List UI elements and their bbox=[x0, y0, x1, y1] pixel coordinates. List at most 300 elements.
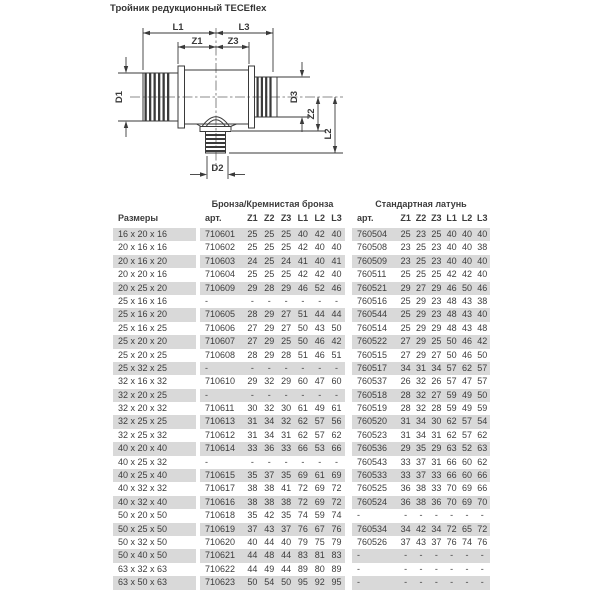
value-cell: 24 bbox=[247, 255, 258, 266]
value-cell: 27 bbox=[415, 282, 426, 293]
value-cell: 34 bbox=[415, 416, 426, 427]
brass-block bbox=[352, 241, 490, 254]
value-cell: - bbox=[250, 389, 254, 400]
value-cell: 25 bbox=[431, 269, 442, 280]
value-cell: - bbox=[318, 295, 322, 306]
value-cell: 60 bbox=[297, 376, 308, 387]
value-cell: - bbox=[434, 563, 438, 574]
brass-block bbox=[352, 456, 490, 469]
value-cell: 40 bbox=[446, 255, 457, 266]
size-cell: 40 x 32 x 32 bbox=[118, 483, 168, 494]
value-cell: 37 bbox=[415, 456, 426, 467]
value-cell: - bbox=[404, 510, 408, 521]
size-block bbox=[113, 549, 196, 562]
bronze-block bbox=[200, 322, 345, 335]
value-cell: 40 bbox=[446, 242, 457, 253]
value-cell: 31 bbox=[281, 429, 292, 440]
art-cell: 710608 bbox=[205, 349, 236, 360]
value-cell: 56 bbox=[331, 416, 342, 427]
value-cell: - bbox=[434, 550, 438, 561]
brass-block bbox=[352, 536, 490, 549]
value-cell: 42 bbox=[314, 229, 325, 239]
table-row bbox=[113, 496, 490, 509]
size-cell: 32 x 20 x 32 bbox=[118, 403, 168, 414]
value-cell: 32 bbox=[264, 403, 275, 414]
group-header-spacer bbox=[113, 197, 200, 211]
art-cell: 760533 bbox=[357, 470, 388, 481]
value-cell: 31 bbox=[431, 429, 442, 440]
brass-block bbox=[352, 349, 490, 362]
value-cell: 61 bbox=[331, 403, 342, 414]
value-cell: 25 bbox=[415, 242, 426, 253]
brass-block bbox=[352, 482, 490, 495]
value-cell: 89 bbox=[331, 563, 342, 574]
size-cell: 25 x 20 x 20 bbox=[118, 336, 168, 347]
value-cell: 48 bbox=[446, 322, 457, 333]
size-cell: 40 x 25 x 32 bbox=[118, 456, 168, 467]
value-cell: 44 bbox=[247, 563, 258, 574]
value-cell: - bbox=[450, 577, 454, 588]
value-cell: - bbox=[480, 510, 484, 521]
art-cell: 710609 bbox=[205, 282, 236, 293]
value-cell: 29 bbox=[247, 282, 258, 293]
value-cell: 59 bbox=[314, 510, 325, 521]
value-cell: 27 bbox=[281, 322, 292, 333]
table-row bbox=[113, 349, 490, 362]
art-cell: 710603 bbox=[205, 255, 236, 266]
table-row bbox=[113, 402, 490, 415]
value-cell: 29 bbox=[264, 336, 275, 347]
value-cell: Z3 bbox=[431, 213, 442, 223]
value-cell: Z1 bbox=[247, 213, 258, 223]
value-cell: 24 bbox=[281, 255, 292, 266]
value-cell: 44 bbox=[281, 550, 292, 561]
value-cell: 28 bbox=[281, 349, 292, 360]
value-cell: - bbox=[301, 295, 305, 306]
brass-block bbox=[352, 308, 490, 321]
size-block bbox=[113, 456, 196, 469]
value-cell: 79 bbox=[297, 536, 308, 547]
value-cell: 36 bbox=[400, 483, 411, 494]
value-cell: 30 bbox=[247, 403, 258, 414]
value-cell: 57 bbox=[314, 416, 325, 427]
art-cell: 760517 bbox=[357, 362, 388, 373]
value-cell: 49 bbox=[461, 389, 472, 400]
brass-block bbox=[352, 442, 490, 455]
bronze-block bbox=[200, 442, 345, 455]
value-cell: 76 bbox=[331, 523, 342, 534]
table-row bbox=[113, 255, 490, 268]
value-cell: 32 bbox=[415, 376, 426, 387]
size-cell: 32 x 25 x 25 bbox=[118, 416, 168, 427]
value-cell: 40 bbox=[331, 242, 342, 253]
bronze-block bbox=[200, 282, 345, 295]
value-cell: 69 bbox=[314, 483, 325, 494]
value-cell: 23 bbox=[415, 229, 426, 239]
value-cell: L2 bbox=[461, 213, 473, 223]
value-cell: 29 bbox=[415, 322, 426, 333]
art-cell: 760537 bbox=[357, 376, 388, 387]
value-cell: 75 bbox=[314, 536, 325, 547]
value-cell: 41 bbox=[331, 255, 342, 266]
size-block bbox=[113, 536, 196, 549]
value-cell: 48 bbox=[477, 322, 488, 333]
value-cell: 50 bbox=[297, 322, 308, 333]
value-cell: 44 bbox=[264, 536, 275, 547]
value-cell: 83 bbox=[297, 550, 308, 561]
size-block bbox=[113, 308, 196, 321]
size-cell: 20 x 16 x 16 bbox=[118, 242, 168, 253]
bronze-block bbox=[200, 228, 345, 241]
value-cell: 28 bbox=[264, 282, 275, 293]
value-cell: 38 bbox=[281, 496, 292, 507]
value-cell: 38 bbox=[247, 496, 258, 507]
value-cell: 31 bbox=[400, 416, 411, 427]
brass-block bbox=[352, 255, 490, 268]
value-cell: - bbox=[404, 577, 408, 588]
value-cell: 29 bbox=[415, 309, 426, 320]
art-cell: 760515 bbox=[357, 349, 388, 360]
bronze-block bbox=[200, 375, 345, 388]
value-cell: 42 bbox=[461, 269, 472, 280]
bronze-block bbox=[200, 308, 345, 321]
size-cell: 63 x 50 x 63 bbox=[118, 577, 168, 588]
value-cell: 70 bbox=[446, 483, 457, 494]
size-block bbox=[113, 268, 196, 281]
size-block bbox=[113, 509, 196, 522]
art-cell: 710619 bbox=[205, 523, 236, 534]
size-cell: 40 x 20 x 40 bbox=[118, 443, 168, 454]
value-cell: Z2 bbox=[415, 213, 427, 223]
size-block bbox=[113, 496, 196, 509]
art-cell: 760536 bbox=[357, 443, 388, 454]
value-cell: 50 bbox=[446, 349, 457, 360]
art-cell: - bbox=[205, 362, 208, 373]
value-cell: 35 bbox=[247, 470, 258, 481]
value-cell: - bbox=[419, 550, 423, 561]
bronze-block bbox=[200, 335, 345, 348]
brass-block bbox=[352, 295, 490, 308]
value-cell: 74 bbox=[297, 510, 308, 521]
art-cell: 710610 bbox=[205, 376, 236, 387]
value-cell: 69 bbox=[297, 470, 308, 481]
value-cell: 69 bbox=[314, 496, 325, 507]
value-cell: 49 bbox=[461, 403, 472, 414]
bronze-column-headers bbox=[200, 211, 345, 226]
value-cell: - bbox=[335, 389, 339, 400]
brass-block bbox=[352, 415, 490, 428]
value-cell: 48 bbox=[446, 309, 457, 320]
value-cell: 33 bbox=[400, 456, 411, 467]
table-row bbox=[113, 308, 490, 321]
value-cell: 26 bbox=[431, 376, 442, 387]
size-cell: 50 x 20 x 50 bbox=[118, 510, 168, 521]
art-cell: 710611 bbox=[205, 403, 235, 414]
value-cell: 32 bbox=[415, 389, 426, 400]
art-cell: 760534 bbox=[357, 523, 388, 534]
value-cell: 59 bbox=[446, 403, 457, 414]
table-row bbox=[113, 509, 490, 522]
value-cell: 62 bbox=[477, 429, 488, 440]
value-cell: 33 bbox=[400, 470, 411, 481]
value-cell: 50 bbox=[446, 336, 457, 347]
value-cell: 42 bbox=[446, 269, 457, 280]
art-cell: 760522 bbox=[357, 336, 388, 347]
size-block bbox=[113, 523, 196, 536]
value-cell: 69 bbox=[331, 470, 342, 481]
value-cell: 25 bbox=[415, 269, 426, 280]
value-cell: 62 bbox=[297, 416, 308, 427]
size-block bbox=[113, 563, 196, 576]
value-cell: 42 bbox=[477, 336, 488, 347]
value-cell: - bbox=[267, 456, 271, 467]
value-cell: 40 bbox=[477, 255, 488, 266]
value-cell: - bbox=[335, 362, 339, 373]
art-cell: - bbox=[205, 295, 208, 306]
value-cell: 40 bbox=[281, 536, 292, 547]
value-cell: 40 bbox=[331, 269, 342, 280]
value-cell: 44 bbox=[281, 563, 292, 574]
value-cell: 72 bbox=[297, 483, 308, 494]
value-cell: L2 bbox=[314, 213, 325, 223]
dim-label-D1: D1 bbox=[114, 90, 125, 104]
value-cell: 26 bbox=[400, 376, 411, 387]
value-cell: 40 bbox=[314, 242, 325, 253]
value-cell: 34 bbox=[264, 416, 275, 427]
bronze-block bbox=[200, 241, 345, 254]
value-cell: 89 bbox=[297, 563, 308, 574]
branch-outlet bbox=[197, 117, 237, 153]
dim-L1-L3 bbox=[143, 28, 273, 72]
size-block bbox=[113, 429, 196, 442]
brass-block bbox=[352, 549, 490, 562]
value-cell: 70 bbox=[446, 496, 457, 507]
dim-label-D2: D2 bbox=[211, 163, 224, 174]
size-cell: 32 x 16 x 32 bbox=[118, 376, 168, 387]
size-cell: Размеры bbox=[118, 213, 159, 223]
size-cell: 25 x 16 x 16 bbox=[118, 295, 168, 306]
value-cell: 54 bbox=[264, 577, 275, 588]
left-pipe-end bbox=[143, 66, 185, 128]
value-cell: 35 bbox=[281, 470, 292, 481]
value-cell: 30 bbox=[431, 416, 442, 427]
table-row bbox=[113, 282, 490, 295]
value-cell: 62 bbox=[331, 429, 342, 440]
art-cell: 760509 bbox=[357, 255, 388, 266]
value-cell: 50 bbox=[281, 577, 292, 588]
value-cell: - bbox=[335, 295, 339, 306]
value-cell: 72 bbox=[297, 496, 308, 507]
art-cell: 710618 bbox=[205, 510, 236, 521]
value-cell: 27 bbox=[400, 336, 411, 347]
value-cell: 43 bbox=[264, 523, 275, 534]
table-row bbox=[113, 469, 490, 482]
bronze-block bbox=[200, 469, 345, 482]
value-cell: - bbox=[450, 563, 454, 574]
art-cell: 760519 bbox=[357, 403, 388, 414]
value-cell: 25 bbox=[400, 309, 411, 320]
size-cell: 50 x 25 x 50 bbox=[118, 523, 168, 534]
value-cell: 40 bbox=[461, 255, 472, 266]
value-cell: 72 bbox=[331, 496, 342, 507]
art-cell: 760526 bbox=[357, 536, 388, 547]
value-cell: 43 bbox=[461, 322, 472, 333]
bronze-block bbox=[200, 482, 345, 495]
value-cell: 43 bbox=[314, 322, 325, 333]
value-cell: 31 bbox=[247, 416, 258, 427]
value-cell: 95 bbox=[331, 577, 342, 588]
value-cell: 38 bbox=[415, 483, 426, 494]
value-cell: 37 bbox=[415, 470, 426, 481]
brass-block bbox=[352, 429, 490, 442]
value-cell: 28 bbox=[431, 403, 442, 414]
art-cell: 710601 bbox=[205, 229, 236, 239]
art-cell: 710612 bbox=[205, 429, 236, 440]
value-cell: 35 bbox=[247, 510, 258, 521]
value-cell: 66 bbox=[446, 470, 457, 481]
bronze-block bbox=[200, 496, 345, 509]
value-cell: 51 bbox=[297, 349, 308, 360]
value-cell: - bbox=[480, 550, 484, 561]
value-cell: 37 bbox=[247, 523, 258, 534]
size-block bbox=[113, 228, 196, 241]
value-cell: 25 bbox=[281, 229, 292, 239]
value-cell: 72 bbox=[477, 523, 488, 534]
value-cell: 25 bbox=[431, 229, 442, 239]
value-cell: - bbox=[450, 510, 454, 521]
size-block bbox=[113, 241, 196, 254]
size-cell: 25 x 16 x 25 bbox=[118, 322, 168, 333]
brass-column-headers bbox=[352, 211, 490, 226]
table-row bbox=[113, 415, 490, 428]
value-cell: 29 bbox=[415, 295, 426, 306]
value-cell: 29 bbox=[264, 349, 275, 360]
size-block bbox=[113, 576, 196, 589]
value-cell: 49 bbox=[264, 563, 275, 574]
size-cell: 63 x 32 x 63 bbox=[118, 563, 168, 574]
art-cell: - bbox=[205, 456, 208, 467]
bronze-block bbox=[200, 429, 345, 442]
value-cell: 46 bbox=[477, 282, 488, 293]
value-cell: 69 bbox=[461, 496, 472, 507]
value-cell: 38 bbox=[477, 295, 488, 306]
value-cell: - bbox=[335, 456, 339, 467]
table-row bbox=[113, 429, 490, 442]
bronze-block bbox=[200, 255, 345, 268]
art-cell: 710607 bbox=[205, 336, 236, 347]
bronze-block bbox=[200, 509, 345, 522]
value-cell: 66 bbox=[297, 443, 308, 454]
table-rows bbox=[113, 228, 490, 590]
value-cell: 50 bbox=[297, 336, 308, 347]
value-cell: 76 bbox=[297, 523, 308, 534]
value-cell: 28 bbox=[400, 389, 411, 400]
art-cell: - bbox=[357, 550, 360, 561]
dim-label-Z3: Z3 bbox=[227, 36, 239, 47]
size-cell: 20 x 20 x 16 bbox=[118, 269, 168, 280]
value-cell: 42 bbox=[297, 269, 308, 280]
value-cell: 59 bbox=[477, 403, 488, 414]
value-cell: 50 bbox=[461, 282, 472, 293]
value-cell: 25 bbox=[400, 322, 411, 333]
table-row bbox=[113, 335, 490, 348]
value-cell: L3 bbox=[331, 213, 342, 223]
value-cell: 57 bbox=[314, 429, 325, 440]
brass-block bbox=[352, 322, 490, 335]
value-cell: 40 bbox=[297, 229, 308, 239]
value-cell: 57 bbox=[477, 362, 488, 373]
brass-group-header: Стандартная латунь bbox=[375, 199, 467, 209]
value-cell: 47 bbox=[461, 376, 472, 387]
value-cell: 62 bbox=[477, 456, 488, 467]
art-cell: 710617 bbox=[205, 483, 236, 494]
value-cell: 25 bbox=[281, 242, 292, 253]
value-cell: 23 bbox=[431, 255, 442, 266]
size-block bbox=[113, 482, 196, 495]
value-cell: 29 bbox=[431, 443, 442, 454]
table-group-header bbox=[113, 197, 490, 211]
table-row bbox=[113, 362, 490, 375]
value-cell: 62 bbox=[461, 362, 472, 373]
dim-arrowheads bbox=[124, 31, 337, 177]
value-cell: 66 bbox=[331, 443, 342, 454]
value-cell: 57 bbox=[446, 376, 457, 387]
value-cell: 29 bbox=[431, 282, 442, 293]
value-cell: 46 bbox=[314, 336, 325, 347]
value-cell: 53 bbox=[314, 443, 325, 454]
size-block bbox=[113, 389, 196, 402]
value-cell: 70 bbox=[477, 496, 488, 507]
value-cell: 44 bbox=[247, 550, 258, 561]
bronze-block bbox=[200, 349, 345, 362]
bronze-block bbox=[200, 576, 345, 589]
value-cell: 79 bbox=[331, 536, 342, 547]
value-cell: - bbox=[450, 550, 454, 561]
value-cell: 32 bbox=[281, 416, 292, 427]
value-cell: 23 bbox=[431, 309, 442, 320]
value-cell: Z2 bbox=[263, 213, 275, 223]
value-cell: 40 bbox=[247, 536, 258, 547]
value-cell: 25 bbox=[281, 269, 292, 280]
art-cell: 710606 bbox=[205, 322, 236, 333]
table-row bbox=[113, 456, 490, 469]
value-cell: 42 bbox=[264, 510, 275, 521]
value-cell: 25 bbox=[400, 229, 411, 239]
value-cell: 25 bbox=[281, 336, 292, 347]
value-cell: 38 bbox=[415, 496, 426, 507]
dim-label-D3: D3 bbox=[289, 90, 300, 104]
value-cell: 27 bbox=[400, 349, 411, 360]
value-cell: 25 bbox=[264, 255, 275, 266]
art-cell: 760523 bbox=[357, 429, 388, 440]
art-cell: 710614 bbox=[205, 443, 236, 454]
value-cell: 34 bbox=[400, 362, 411, 373]
value-cell: 63 bbox=[446, 443, 457, 454]
value-cell: - bbox=[404, 550, 408, 561]
value-cell: 25 bbox=[400, 295, 411, 306]
value-cell: 42 bbox=[415, 523, 426, 534]
tee-fitting-diagram bbox=[108, 18, 353, 198]
art-cell: - bbox=[205, 389, 208, 400]
value-cell: - bbox=[250, 456, 254, 467]
art-cell: - bbox=[357, 577, 360, 588]
bronze-block bbox=[200, 549, 345, 562]
brass-block bbox=[352, 496, 490, 509]
value-cell: Z3 bbox=[280, 213, 292, 223]
size-block bbox=[113, 335, 196, 348]
value-cell: - bbox=[434, 510, 438, 521]
value-cell: - bbox=[284, 456, 288, 467]
